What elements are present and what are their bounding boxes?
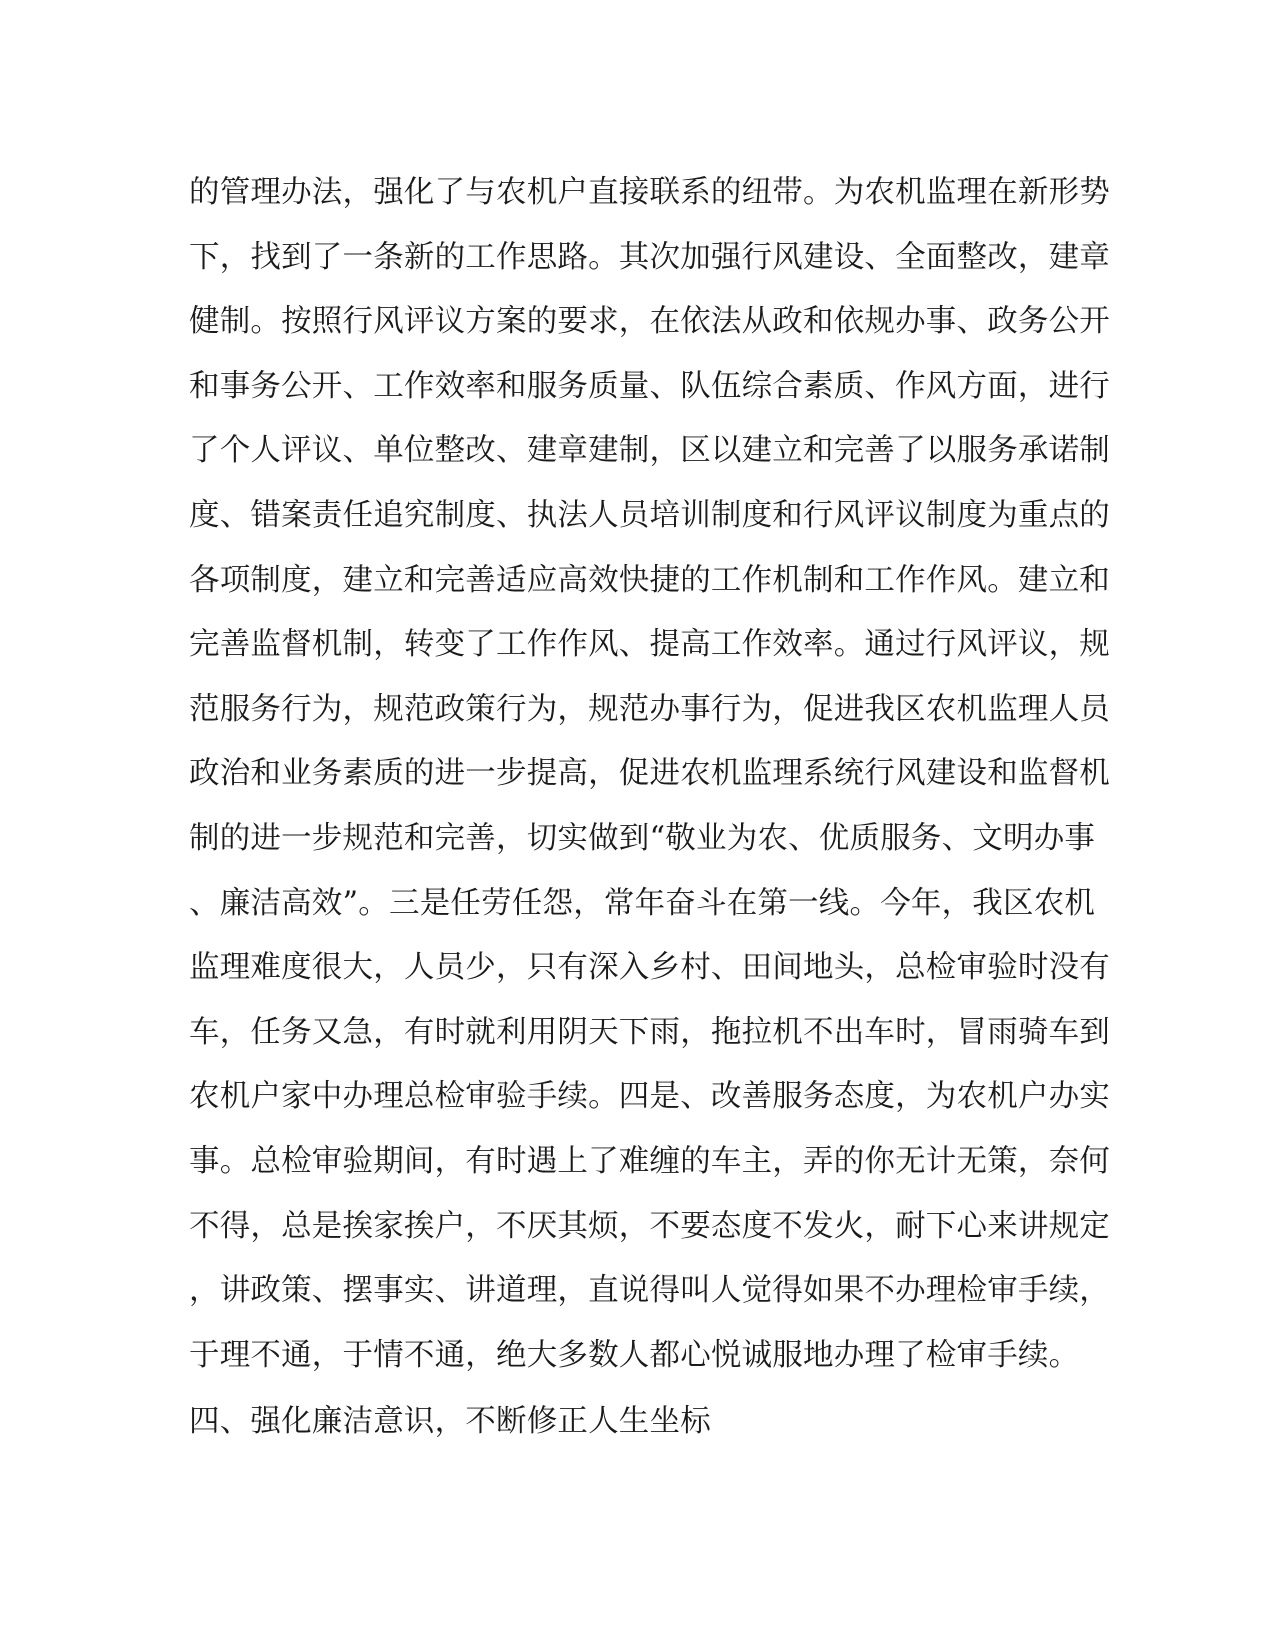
text-line-14: 车，任务又急，有时就利用阴天下雨，拖拉机不出车时，冒雨骑车到 [189,1014,1110,1050]
text-line-10: 政治和业务素质的进一步提高，促进农机监理系统行风建设和监督机 [189,756,1110,792]
text-line-8: 完善监督机制，转变了工作作风、提高工作效率。通过行风评议，规 [189,627,1110,663]
text-line-5: 了个人评议、单位整改、建章建制，区以建立和完善了以服务承诺制 [189,433,1110,469]
body-text [189,161,1110,1455]
text-line-17: 不得，总是挨家挨户，不厌其烦，不要态度不发火，耐下心来讲规定 [189,1208,1110,1244]
text-line-7: 各项制度，建立和完善适应高效快捷的工作机制和工作作风。建立和 [189,562,1110,598]
text-line-2: 下，找到了一条新的工作思路。其次加强行风建设、全面整改，建章 [189,239,1110,275]
text-line-4: 和事务公开、工作效率和服务质量、队伍综合素质、作风方面，进行 [189,368,1110,404]
text-line-1: 的管理办法，强化了与农机户直接联系的纽带。为农机监理在新形势 [189,175,1110,210]
text-line-3: 健制。按照行风评议方案的要求，在依法从政和依规办事、政务公开 [189,304,1110,340]
text-line-18: ，讲政策、摆事实、讲道理，直说得叫人觉得如果不办理检审手续， [189,1273,1110,1309]
section-heading: 四、强化廉洁意识，不断修正人生坐标 [189,1404,711,1440]
text-line-16: 事。总检审验期间，有时遇上了难缠的车主，弄的你无计无策，奈何 [189,1143,1110,1179]
text-line-12: 、廉洁高效”。三是任劳任怨，常年奋斗在第一线。今年，我区农机 [189,885,1096,921]
text-line-11: 制的进一步规范和完善，切实做到“敬业为农、优质服务、文明办事 [189,820,1096,856]
text-line-13: 监理难度很大，人员少，只有深入乡村、田间地头，总检审验时没有 [189,950,1110,986]
text-line-9: 范服务行为，规范政策行为，规范办事行为，促进我区农机监理人员 [189,691,1110,727]
text-line-19: 于理不通，于情不通，绝大多数人都心悦诚服地办理了检审手续。 [189,1337,1080,1373]
text-line-6: 度、错案责任追究制度、执法人员培训制度和行风评议制度为重点的 [189,497,1110,533]
text-line-15: 农机户家中办理总检审验手续。四是、改善服务态度，为农机户办实 [189,1079,1110,1115]
